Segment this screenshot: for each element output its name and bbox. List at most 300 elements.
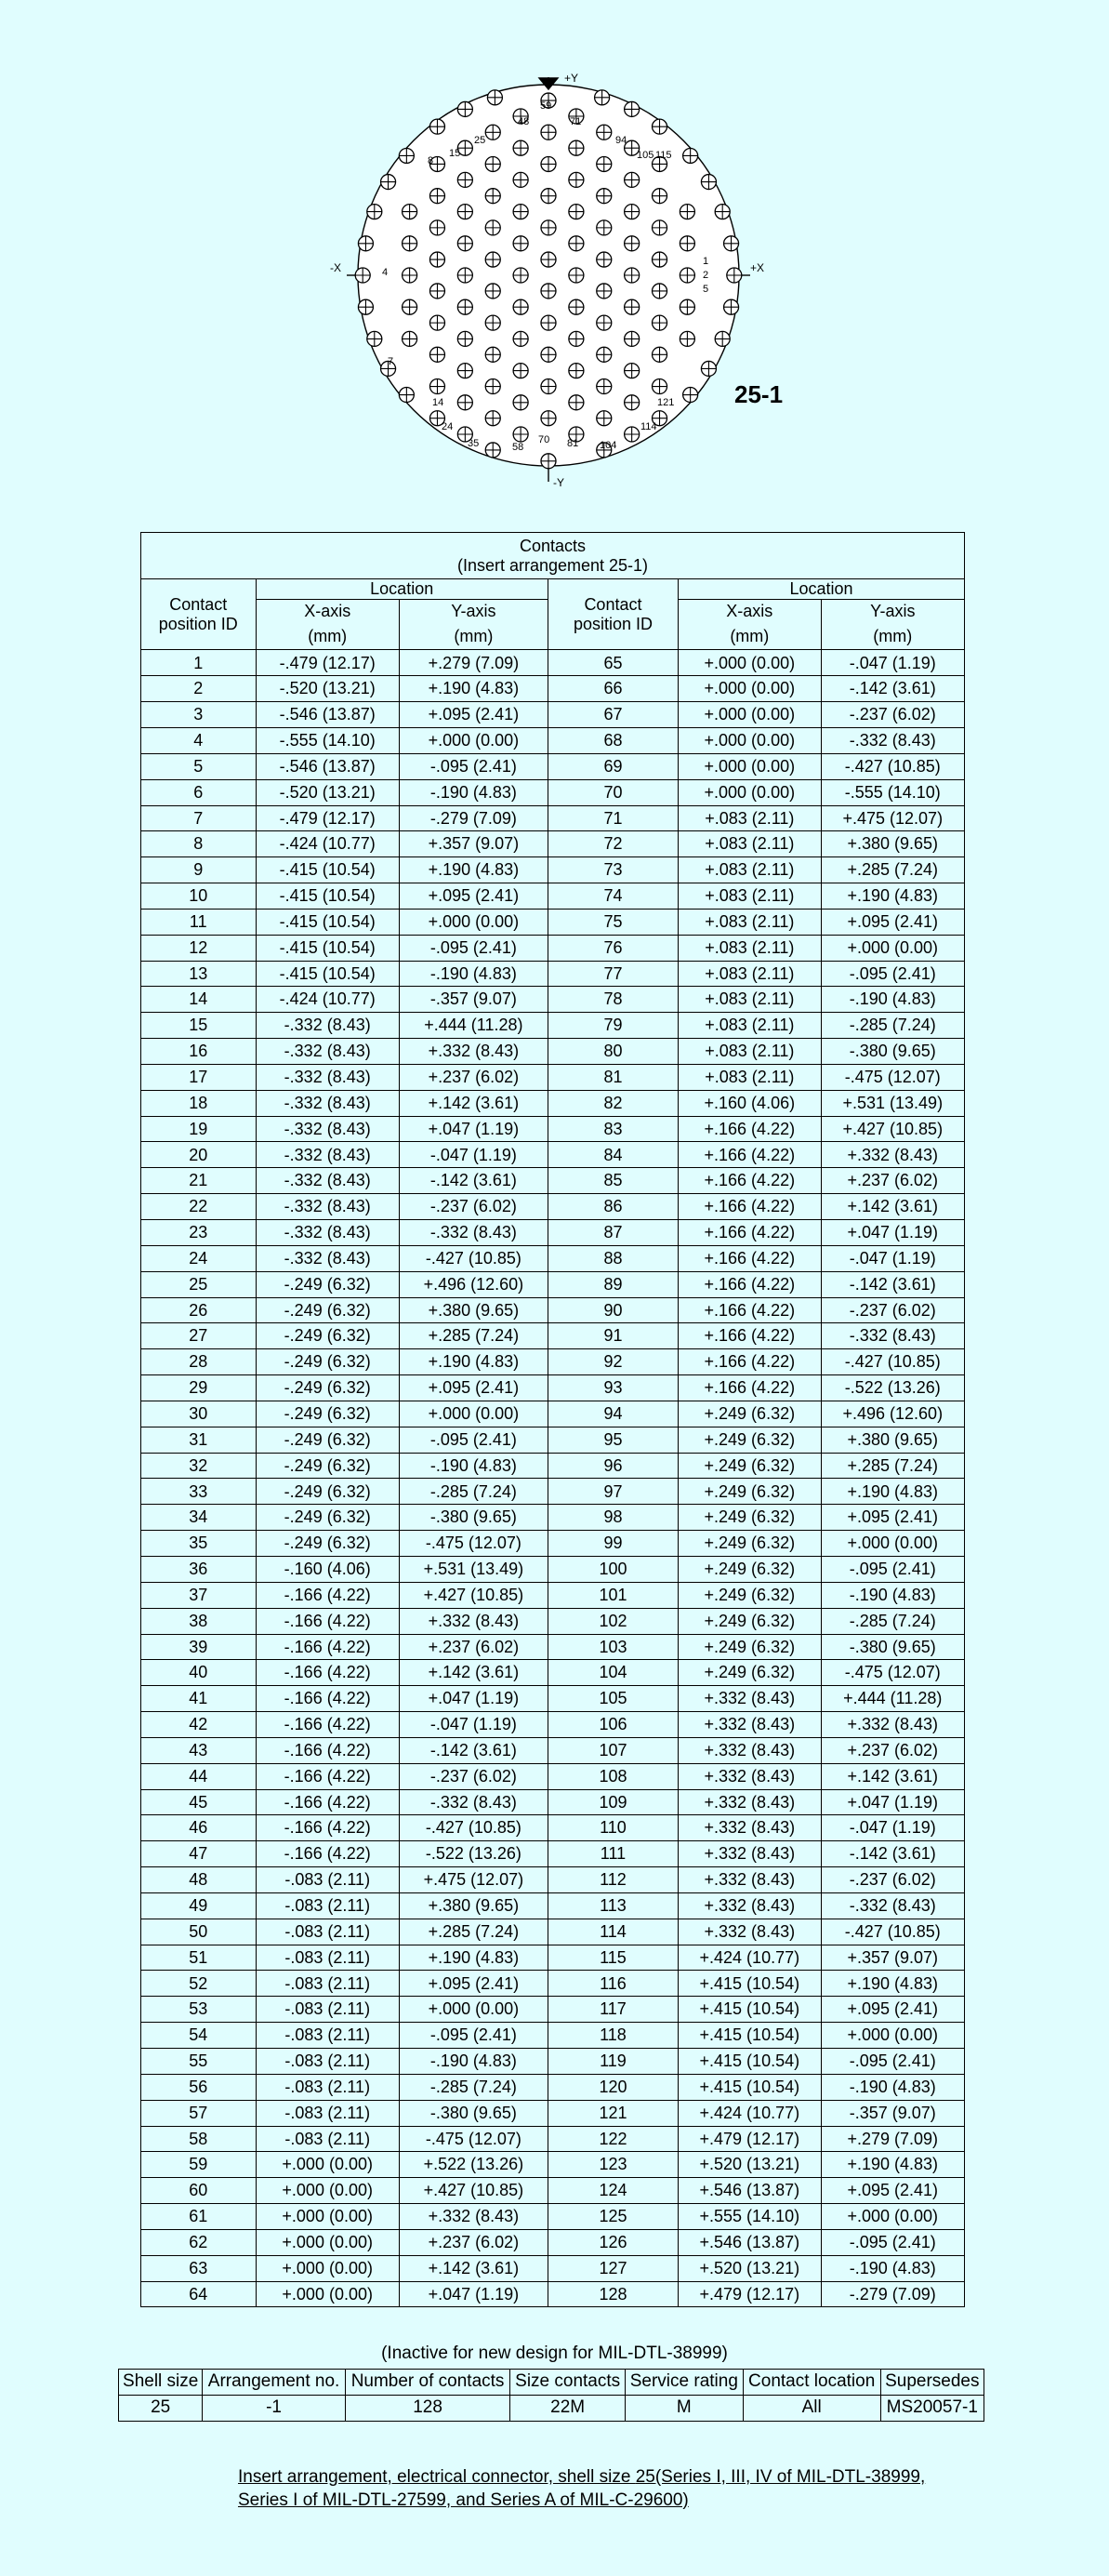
x-value-left: +.000 (0.00) [256,2204,399,2230]
x-value-left: -.166 (4.22) [256,1634,399,1660]
x-value-left: -.424 (10.77) [256,831,399,857]
summary-table [118,2369,984,2422]
x-value-left: -.332 (8.43) [256,1220,399,1246]
contact-cavity [653,284,667,299]
contact-id-left: 57 [141,2100,257,2126]
table-row [141,1064,965,1090]
x-value-left: -.160 (4.06) [256,1556,399,1582]
table-row [141,2023,965,2049]
table-row [141,2204,965,2230]
summary-header-cell: Size contacts [510,2370,626,2396]
contact-number-label: 115 [655,150,672,161]
contact-id-left: 52 [141,1971,257,1997]
y-value-left: +.190 (4.83) [399,676,548,702]
y-value-right: -.237 (6.02) [821,1297,964,1323]
contact-id-right: 93 [548,1375,678,1401]
contact-id-right: 118 [548,2023,678,2049]
table-row [141,1919,965,1945]
x-value-right: +.083 (2.11) [679,1064,821,1090]
contact-id-right: 128 [548,2281,678,2307]
contact-id-left: 11 [141,909,257,935]
contact-cavity [429,220,444,235]
x-value-right: +.332 (8.43) [679,1789,821,1815]
contact-cavity [457,205,472,219]
x-value-right: +.000 (0.00) [679,779,821,805]
contact-id-right: 86 [548,1194,678,1220]
x-value-right: +.332 (8.43) [679,1867,821,1893]
header-contact-id-right: Contact position ID [548,579,678,650]
x-value-left: -.555 (14.10) [256,727,399,753]
summary-value-cell: M [625,2395,743,2421]
y-value-left: -.190 (4.83) [399,779,548,805]
table-row [141,1712,965,1738]
contact-id-right: 65 [548,650,678,676]
y-value-left: -.427 (10.85) [399,1815,548,1841]
y-value-right: -.332 (8.43) [821,727,964,753]
x-value-right: +.000 (0.00) [679,753,821,779]
x-value-right: +.083 (2.11) [679,805,821,831]
contact-id-right: 114 [548,1919,678,1945]
table-row [141,1945,965,1971]
contact-cavity [653,189,667,204]
table-row [141,1168,965,1194]
contact-cavity [625,101,640,116]
y-value-right: -.095 (2.41) [821,1556,964,1582]
axis-label-neg-x: -X [330,261,341,274]
x-value-right: +.555 (14.10) [679,2204,821,2230]
contact-id-left: 44 [141,1763,257,1789]
x-value-left: +.000 (0.00) [256,2281,399,2307]
contact-id-right: 115 [548,1945,678,1971]
y-value-right: +.190 (4.83) [821,2152,964,2178]
x-value-right: +.166 (4.22) [679,1194,821,1220]
y-value-right: +.531 (13.49) [821,1090,964,1116]
y-value-left: -.285 (7.24) [399,2074,548,2100]
x-value-left: -.166 (4.22) [256,1660,399,1686]
x-value-right: +.166 (4.22) [679,1168,821,1194]
contact-cavity [513,268,528,283]
contact-id-left: 10 [141,883,257,910]
summary-value-cell: All [743,2395,880,2421]
contact-id-right: 113 [548,1892,678,1919]
contact-id-right: 123 [548,2152,678,2178]
axis-label-neg-y: -Y [553,476,564,489]
y-value-left: +.190 (4.83) [399,1945,548,1971]
y-value-left: -.522 (13.26) [399,1841,548,1867]
contact-id-left: 60 [141,2178,257,2204]
table-row [141,2126,965,2152]
table-row [141,1479,965,1505]
y-value-left: +.531 (13.49) [399,1556,548,1582]
contact-cavity [541,315,556,330]
caption-prefix: Insert arrangement, electrical connector, shell size [238,2467,636,2487]
contact-id-right: 92 [548,1349,678,1375]
x-value-left: -.415 (10.54) [256,961,399,987]
y-value-right: +.357 (9.07) [821,1945,964,1971]
contact-cavity [569,299,584,314]
x-value-left: -.249 (6.32) [256,1271,399,1297]
table-row [141,1841,965,1867]
y-value-left: +.142 (3.61) [399,1090,548,1116]
contact-cavity [569,140,584,155]
contact-cavity [457,268,472,283]
y-value-left: +.000 (0.00) [399,1997,548,2023]
table-row [141,753,965,779]
x-value-left: -.479 (12.17) [256,805,399,831]
contact-id-left: 56 [141,2074,257,2100]
contact-id-left: 35 [141,1531,257,1557]
x-value-left: -.249 (6.32) [256,1297,399,1323]
contact-cavity [625,395,640,410]
caption-shell-size: 25 [635,2467,655,2487]
y-value-right: +.000 (0.00) [821,935,964,961]
contact-id-left: 14 [141,987,257,1013]
table-row [141,1349,965,1375]
contact-id-right: 73 [548,857,678,883]
inactive-note: (Inactive for new design for MIL-DTL-38999) [381,2344,728,2363]
x-value-right: +.415 (10.54) [679,1971,821,1997]
x-axis-unit: (mm) [730,626,770,645]
contact-id-left: 21 [141,1168,257,1194]
x-value-left: -.166 (4.22) [256,1789,399,1815]
x-value-right: +.424 (10.77) [679,2100,821,2126]
table-row [141,1505,965,1531]
y-value-right: +.237 (6.02) [821,1737,964,1763]
contact-id-right: 95 [548,1427,678,1453]
x-value-right: +.166 (4.22) [679,1375,821,1401]
x-value-left: -.415 (10.54) [256,857,399,883]
x-value-left: -.249 (6.32) [256,1453,399,1479]
x-value-right: +.332 (8.43) [679,1686,821,1712]
contact-id-left: 28 [141,1349,257,1375]
contact-id-right: 91 [548,1323,678,1349]
contact-id-left: 6 [141,779,257,805]
contact-cavity [485,156,500,171]
y-value-left: +.332 (8.43) [399,1608,548,1634]
x-value-left: -.083 (2.11) [256,2126,399,2152]
x-value-right: +.424 (10.77) [679,1945,821,1971]
contact-cavity [513,236,528,251]
contact-id-right: 124 [548,2178,678,2204]
y-value-right: +.142 (3.61) [821,1763,964,1789]
y-value-left: -.095 (2.41) [399,935,548,961]
contact-cavity [541,284,556,299]
y-value-left: -.095 (2.41) [399,2023,548,2049]
contact-cavity [541,189,556,204]
contact-id-left: 2 [141,676,257,702]
contact-cavity [485,315,500,330]
y-value-left: +.380 (9.65) [399,1892,548,1919]
contact-cavity [569,364,584,378]
x-value-left: -.166 (4.22) [256,1841,399,1867]
y-value-left: +.237 (6.02) [399,2229,548,2255]
table-row [141,1867,965,1893]
contact-cavity [429,315,444,330]
y-value-right: -.380 (9.65) [821,1039,964,1065]
table-row [141,805,965,831]
contact-id-right: 79 [548,1013,678,1039]
caption-suffix: (Series I, III, IV of MIL-DTL-38999, Series I of MIL-DTL-27599, and Series A of MIL-C-29600) [238,2467,926,2510]
contact-id-left: 49 [141,1892,257,1919]
y-value-left: +.000 (0.00) [399,909,548,935]
contact-cavity [457,172,472,187]
y-value-right: +.190 (4.83) [821,1479,964,1505]
x-value-left: -.415 (10.54) [256,909,399,935]
y-value-left: +.285 (7.24) [399,1919,548,1945]
contact-cavity [403,268,417,283]
y-value-left: -.427 (10.85) [399,1245,548,1271]
y-value-right: -.555 (14.10) [821,779,964,805]
y-value-right: -.047 (1.19) [821,650,964,676]
contact-cavity [485,252,500,267]
x-value-right: +.083 (2.11) [679,909,821,935]
y-value-right: -.237 (6.02) [821,1867,964,1893]
contact-id-right: 77 [548,961,678,987]
contact-cavity [487,90,502,105]
y-value-right: -.142 (3.61) [821,676,964,702]
y-value-right: +.285 (7.24) [821,1453,964,1479]
table-row [141,2229,965,2255]
contact-id-left: 41 [141,1686,257,1712]
contact-cavity [625,172,640,187]
y-value-left: +.047 (1.19) [399,1116,548,1142]
contact-id-right: 106 [548,1712,678,1738]
y-value-left: +.357 (9.07) [399,831,548,857]
y-value-left: -.332 (8.43) [399,1220,548,1246]
contact-id-right: 75 [548,909,678,935]
x-value-left: -.332 (8.43) [256,1142,399,1168]
contact-cavity [597,284,612,299]
x-value-right: +.479 (12.17) [679,2126,821,2152]
x-value-right: +.249 (6.32) [679,1608,821,1634]
contact-number-label: 105 [637,150,654,161]
y-value-left: +.142 (3.61) [399,2255,548,2281]
contact-cavity [429,189,444,204]
contact-id-right: 122 [548,2126,678,2152]
x-value-right: +.166 (4.22) [679,1271,821,1297]
contacts-subtitle: (Insert arrangement 25-1) [456,555,649,575]
contact-number-label: 114 [640,421,657,432]
contact-number-label: 121 [657,397,675,408]
contact-cavity [403,299,417,314]
contacts-table-container [140,532,965,2307]
y-value-right: -.095 (2.41) [821,2229,964,2255]
contact-id-left: 62 [141,2229,257,2255]
x-value-right: +.166 (4.22) [679,1220,821,1246]
x-value-left: -.083 (2.11) [256,1867,399,1893]
table-row [141,1556,965,1582]
contact-id-left: 7 [141,805,257,831]
table-row [141,1220,965,1246]
contact-id-left: 19 [141,1116,257,1142]
y-value-left: -.237 (6.02) [399,1194,548,1220]
y-value-right: +.380 (9.65) [821,1427,964,1453]
contact-id-right: 78 [548,987,678,1013]
contact-id-right: 84 [548,1142,678,1168]
y-value-right: -.095 (2.41) [821,2049,964,2075]
contact-cavity [680,299,694,314]
table-row [141,2255,965,2281]
contact-id-left: 39 [141,1634,257,1660]
contact-cavity [457,236,472,251]
contact-cavity [625,331,640,346]
table-row [141,1427,965,1453]
contact-id-right: 72 [548,831,678,857]
x-value-left: +.000 (0.00) [256,2178,399,2204]
x-value-right: +.415 (10.54) [679,2023,821,2049]
contact-number-label: 94 [615,135,627,146]
contact-cavity [485,347,500,362]
y-value-left: +.332 (8.43) [399,1039,548,1065]
table-row [141,676,965,702]
y-value-right: +.000 (0.00) [821,2023,964,2049]
contact-id-right: 117 [548,1997,678,2023]
y-value-right: +.427 (10.85) [821,1116,964,1142]
contact-cavity [399,148,414,163]
table-row [141,2178,965,2204]
contact-id-left: 42 [141,1712,257,1738]
summary-header-cell: Number of contacts [345,2370,510,2396]
summary-value-cell: MS20057-1 [880,2395,984,2421]
contact-cavity [485,411,500,426]
x-value-right: +.332 (8.43) [679,1919,821,1945]
contact-id-right: 94 [548,1401,678,1427]
y-value-right: +.444 (11.28) [821,1686,964,1712]
contact-cavity [513,331,528,346]
contact-cavity [457,331,472,346]
contact-number-label: 59 [540,100,552,112]
figure-caption [238,2466,944,2512]
x-value-right: +.249 (6.32) [679,1531,821,1557]
contact-id-right: 103 [548,1634,678,1660]
y-value-left: +.190 (4.83) [399,857,548,883]
table-row [141,1271,965,1297]
summary-header-cell: Contact location [743,2370,880,2396]
x-value-right: +.332 (8.43) [679,1763,821,1789]
x-value-left: -.415 (10.54) [256,883,399,910]
y-value-left: -.332 (8.43) [399,1789,548,1815]
contact-cavity [715,331,730,346]
summary-header-cell: Shell size [119,2370,203,2396]
x-value-right: +.083 (2.11) [679,987,821,1013]
contact-cavity [569,395,584,410]
contact-number-label: 71 [570,116,582,127]
contact-cavity [541,454,556,469]
contact-number-label: 58 [512,442,524,453]
contact-id-left: 64 [141,2281,257,2307]
y-value-left: +.190 (4.83) [399,1349,548,1375]
table-row [141,831,965,857]
x-value-right: +.166 (4.22) [679,1349,821,1375]
contact-cavity [597,347,612,362]
summary-value-cell: -1 [203,2395,345,2421]
y-value-left: -.475 (12.07) [399,2126,548,2152]
y-value-left: -.142 (3.61) [399,1168,548,1194]
contact-cavity [701,175,716,190]
summary-header-row [119,2370,984,2396]
contact-cavity [597,189,612,204]
x-value-right: +.000 (0.00) [679,702,821,728]
contact-cavity [485,220,500,235]
y-value-right: +.380 (9.65) [821,831,964,857]
contact-cavity [541,379,556,394]
y-value-left: +.279 (7.09) [399,650,548,676]
contact-cavity [625,299,640,314]
contact-cavity [653,220,667,235]
contact-cavity [653,119,667,134]
contact-cavity [701,361,716,376]
x-value-right: +.332 (8.43) [679,1841,821,1867]
y-value-right: -.190 (4.83) [821,1582,964,1608]
contact-id-right: 98 [548,1505,678,1531]
x-value-right: +.166 (4.22) [679,1116,821,1142]
contact-number-label: 14 [432,397,444,408]
contact-cavity [683,388,698,403]
contact-cavity [381,175,396,190]
summary-value-cell: 128 [345,2395,510,2421]
table-row [141,1142,965,1168]
table-row [141,1815,965,1841]
contact-id-left: 30 [141,1401,257,1427]
contact-cavity [485,284,500,299]
axis-label-pos-x: +X [750,261,765,274]
y-value-right: +.496 (12.60) [821,1401,964,1427]
y-value-right: -.427 (10.85) [821,753,964,779]
table-row [141,1323,965,1349]
table-row [141,1039,965,1065]
contact-id-left: 25 [141,1271,257,1297]
summary-value-cell: 25 [119,2395,203,2421]
x-value-left: -.166 (4.22) [256,1737,399,1763]
contact-id-right: 70 [548,779,678,805]
y-value-left: +.522 (13.26) [399,2152,548,2178]
y-value-left: -.047 (1.19) [399,1712,548,1738]
contact-id-left: 51 [141,1945,257,1971]
y-value-left: +.095 (2.41) [399,1971,548,1997]
contact-id-right: 127 [548,2255,678,2281]
x-value-left: -.332 (8.43) [256,1194,399,1220]
y-value-left: -.190 (4.83) [399,2049,548,2075]
table-row [141,1634,965,1660]
x-value-left: -.520 (13.21) [256,676,399,702]
x-value-right: +.083 (2.11) [679,883,821,910]
contact-id-left: 58 [141,2126,257,2152]
y-value-right: -.237 (6.02) [821,702,964,728]
y-value-left: -.279 (7.09) [399,805,548,831]
contact-cavity [513,172,528,187]
x-value-left: -.332 (8.43) [256,1168,399,1194]
contact-id-left: 47 [141,1841,257,1867]
contact-number-label: 25 [474,135,486,146]
contact-number-label: 5 [703,284,709,295]
contact-id-left: 23 [141,1220,257,1246]
header-x-axis-right [679,600,821,650]
contact-id-left: 13 [141,961,257,987]
contact-cavity [513,205,528,219]
contact-id-left: 29 [141,1375,257,1401]
y-value-right: -.142 (3.61) [821,1841,964,1867]
x-axis-unit: (mm) [308,626,348,645]
x-value-left: -.083 (2.11) [256,1919,399,1945]
contact-cavity [653,379,667,394]
contact-number-label: 8 [428,155,434,166]
x-value-right: +.000 (0.00) [679,650,821,676]
contact-id-left: 24 [141,1245,257,1271]
contact-cavity [569,205,584,219]
contact-id-left: 37 [141,1582,257,1608]
contact-cavity [513,364,528,378]
x-value-left: -.249 (6.32) [256,1401,399,1427]
